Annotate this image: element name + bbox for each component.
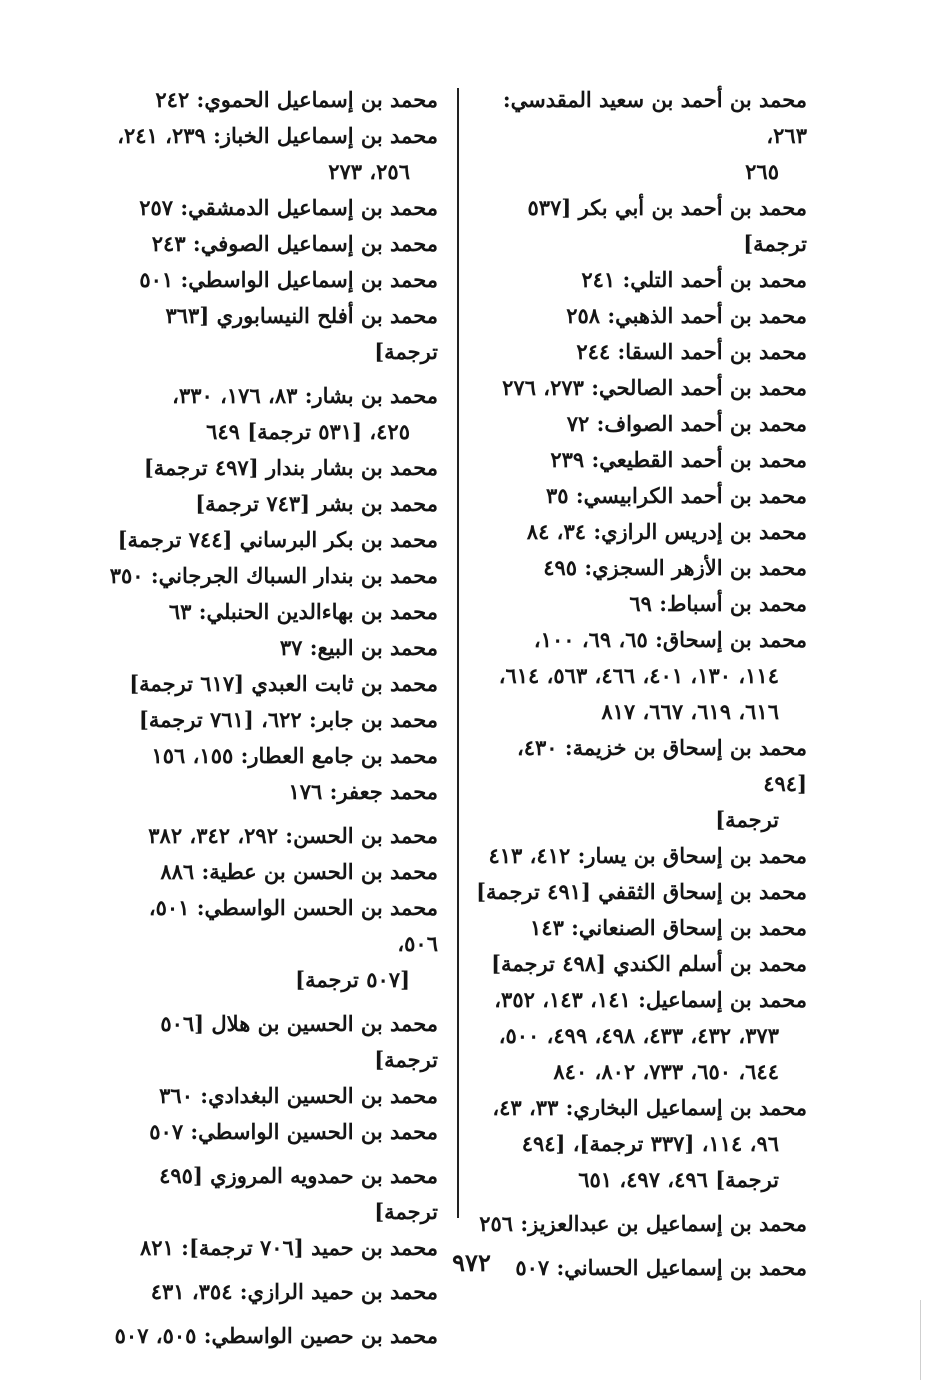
index-entry — [472, 550, 807, 586]
index-entry — [472, 730, 807, 838]
index-entry — [103, 118, 438, 190]
index-entry — [103, 1158, 438, 1230]
entry-text: محمد بن بكر البرساني [٧٤٤ ترجمة] — [117, 527, 438, 552]
entry-text: محمد بن أحمد بن سعيد المقدسي: ٢٦٣، — [502, 87, 807, 148]
spacer — [103, 370, 438, 378]
index-entry — [103, 378, 438, 450]
entry-text: محمد بن البيع: ٣٧ — [279, 635, 438, 660]
entry-text: محمد بن إسماعيل بن عبدالعزيز: ٢٥٦ — [479, 1211, 807, 1236]
index-entry — [103, 854, 438, 890]
entry-text: محمد بن الحسين بن هلال [٥٠٦ ترجمة] — [160, 1011, 438, 1072]
index-entry — [103, 1006, 438, 1078]
entry-text: محمد بن جامع العطار: ١٥٥، ١٥٦ — [151, 743, 438, 768]
entry-text: محمد بن إسماعيل الدمشقي: ٢٥٧ — [139, 195, 438, 220]
index-entry — [103, 190, 438, 226]
entry-text: محمد بن حميد [٧٠٦ ترجمة]: ٨٢١ — [140, 1235, 438, 1260]
entry-continuation: ٤٢٥، [٥٣١ ترجمة] ٦٤٩ — [206, 419, 410, 444]
entry-continuation: ٢٦٥ — [745, 159, 779, 184]
entry-text: محمد جعفر: ١٧٦ — [288, 779, 438, 804]
entry-continuation: ١١٤، ١٣٠، ٤٠١، ٤٦٦، ٥٦٣، ٦١٤، ٦١٦، ٦١٩، ٦٦٧، ٨١٧ — [498, 663, 779, 724]
entry-text: محمد بن إسماعيل الحساني: ٥٠٧ — [515, 1255, 807, 1280]
entry-text: محمد بن الحسن بن عطية: ٨٨٦ — [160, 859, 438, 884]
entry-text: محمد بن إسحاق بن يسار: ٤١٢، ٤١٣ — [488, 843, 807, 868]
index-entry — [472, 442, 807, 478]
index-entry — [472, 982, 807, 1090]
entry-text: محمد بن إسماعيل الخباز: ٢٣٩، ٢٤١، — [117, 123, 438, 148]
index-entry — [472, 370, 807, 406]
entry-text: محمد بن الحسين البغدادي: ٣٦٠ — [159, 1083, 438, 1108]
entry-text: محمد بن بشر [٧٤٣ ترجمة] — [195, 491, 438, 516]
entry-text: محمد بن إسحاق الثقفي [٤٩١ ترجمة] — [476, 879, 807, 904]
spacer — [103, 1150, 438, 1158]
spacer — [472, 1198, 807, 1206]
entry-text: محمد بن جابر: ٦٢٢، [٧٦١ ترجمة] — [138, 707, 438, 732]
entry-text: محمد بن حميد الرازي: ٣٥٤، ٤٣١ — [150, 1279, 438, 1304]
entry-text: محمد بن أحمد بن أبي بكر [٥٣٧ ترجمة] — [527, 195, 807, 256]
entry-continuation: ترجمة] — [715, 807, 779, 832]
index-entry — [472, 1090, 807, 1198]
spacer — [103, 1310, 438, 1318]
entry-text: محمد بن أحمد القطيعي: ٢٣٩ — [550, 447, 807, 472]
entry-text: محمد بن أحمد الصالحي: ٢٧٣، ٢٧٦ — [502, 375, 807, 400]
entry-continuation: ٩٦، ١١٤، [٣٣٧ ترجمة]، [٤٩٤ ترجمة] ٤٩٦، ٤٩٧، ٦٥١ — [521, 1131, 779, 1192]
entry-text: محمد بن إسماعيل: ١٤١، ١٤٣، ٣٥٢، — [494, 987, 807, 1012]
index-column-left — [103, 82, 438, 1354]
index-entry — [472, 946, 807, 982]
index-entry — [103, 738, 438, 774]
entry-text: محمد بن بندار السباك الجرجاني: ٣٥٠ — [109, 563, 438, 588]
entry-text: محمد بن أفلح النيسابوري [٣٦٣ ترجمة] — [165, 303, 438, 364]
entry-text: محمد بن إسحاق بن خزيمة: ٤٣٠، [٤٩٤ — [516, 735, 807, 796]
index-entry — [472, 1206, 807, 1242]
index-entry — [103, 226, 438, 262]
entry-text: محمد بن إسحاق: ٦٥، ٦٩، ١٠٠، — [533, 627, 807, 652]
index-entry — [472, 82, 807, 190]
index-entry — [472, 586, 807, 622]
entry-text: محمد بن إسماعيل الواسطي: ٥٠١ — [139, 267, 438, 292]
entry-text: محمد بن ثابت العبدي [٦١٧ ترجمة] — [129, 671, 438, 696]
entry-text: محمد بن أسلم الكندي [٤٩٨ ترجمة] — [491, 951, 807, 976]
index-entry — [472, 334, 807, 370]
entry-text: محمد بن الأزهر السجزي: ٤٩٥ — [543, 555, 807, 580]
entry-text: محمد بن أحمد التلي: ٢٤١ — [581, 267, 807, 292]
index-entry — [103, 630, 438, 666]
index-entry — [103, 82, 438, 118]
entry-text: محمد بن أحمد الصواف: ٧٢ — [566, 411, 807, 436]
page-edge-line — [920, 1300, 921, 1380]
index-entry — [472, 838, 807, 874]
index-entry — [103, 558, 438, 594]
index-entry — [103, 486, 438, 522]
spacer — [103, 998, 438, 1006]
entry-text: محمد بن حصين الواسطي: ٥٠٥، ٥٠٧ — [114, 1323, 438, 1348]
index-entry — [103, 1078, 438, 1114]
entry-text: محمد بن أحمد السقا: ٢٤٤ — [576, 339, 807, 364]
entry-continuation: [٥٠٧ ترجمة] — [295, 967, 410, 992]
entry-text: محمد بن حمدويه المروزي [٤٩٥ ترجمة] — [159, 1163, 438, 1224]
index-entry — [103, 818, 438, 854]
index-entry — [103, 450, 438, 486]
entry-text: محمد بن إسماعيل البخاري: ٣٣، ٤٣، — [492, 1095, 807, 1120]
index-entry — [103, 1318, 438, 1354]
entry-text: محمد بن بشار: ٨٣، ١٧٦، ٣٣٠، — [172, 383, 438, 408]
index-entry — [472, 478, 807, 514]
entry-text: محمد بن الحسن: ٢٩٢، ٣٤٢، ٣٨٢ — [148, 823, 438, 848]
column-divider — [457, 88, 459, 1218]
index-entry — [472, 298, 807, 334]
index-column-right — [472, 82, 807, 1286]
index-entry — [103, 1274, 438, 1310]
entry-text: محمد بن الحسين الواسطي: ٥٠٧ — [149, 1119, 438, 1144]
entry-continuation: ٣٧٣، ٤٣٢، ٤٣٣، ٤٩٨، ٤٩٩، ٥٠٠، ٦٤٤، ٦٥٠، ٧٣٣، ٨٠٢، ٨٤٠ — [498, 1023, 779, 1084]
index-entry — [472, 514, 807, 550]
index-entry — [103, 890, 438, 998]
entry-text: محمد بن بشار بندار [٤٩٧ ترجمة] — [143, 455, 438, 480]
index-entry — [103, 666, 438, 702]
entry-text: محمد بن أسباط: ٦٩ — [629, 591, 807, 616]
entry-text: محمد بن إسحاق الصنعاني: ١٤٣ — [530, 915, 807, 940]
entry-text: محمد بن إسماعيل الحموي: ٢٤٢ — [155, 87, 438, 112]
entry-text: محمد بن إدريس الرازي: ٣٤، ٨٤ — [526, 519, 807, 544]
entry-text: محمد بن أحمد الكرابيسي: ٣٥ — [545, 483, 807, 508]
index-entry — [472, 622, 807, 730]
entry-text: محمد بن الحسن الواسطي: ٥٠١، ٥٠٦، — [148, 895, 438, 956]
entry-text: محمد بن أحمد الذهبي: ٢٥٨ — [566, 303, 807, 328]
index-entry — [103, 702, 438, 738]
index-entry — [472, 406, 807, 442]
entry-text: محمد بن إسماعيل الصوفي: ٢٤٣ — [151, 231, 438, 256]
index-entry — [103, 298, 438, 370]
index-entry — [103, 522, 438, 558]
entry-continuation: ٢٥٦، ٢٧٣ — [328, 159, 410, 184]
entry-text: محمد بن بهاءالدين الحنبلي: ٦٣ — [168, 599, 438, 624]
index-entry — [103, 262, 438, 298]
index-entry — [103, 594, 438, 630]
spacer — [103, 810, 438, 818]
index-entry — [472, 874, 807, 910]
index-entry — [103, 1114, 438, 1150]
index-entry — [472, 190, 807, 262]
index-entry — [472, 910, 807, 946]
index-entry — [103, 774, 438, 810]
page-number: ٩٧٢ — [452, 1248, 491, 1277]
index-entry — [472, 262, 807, 298]
